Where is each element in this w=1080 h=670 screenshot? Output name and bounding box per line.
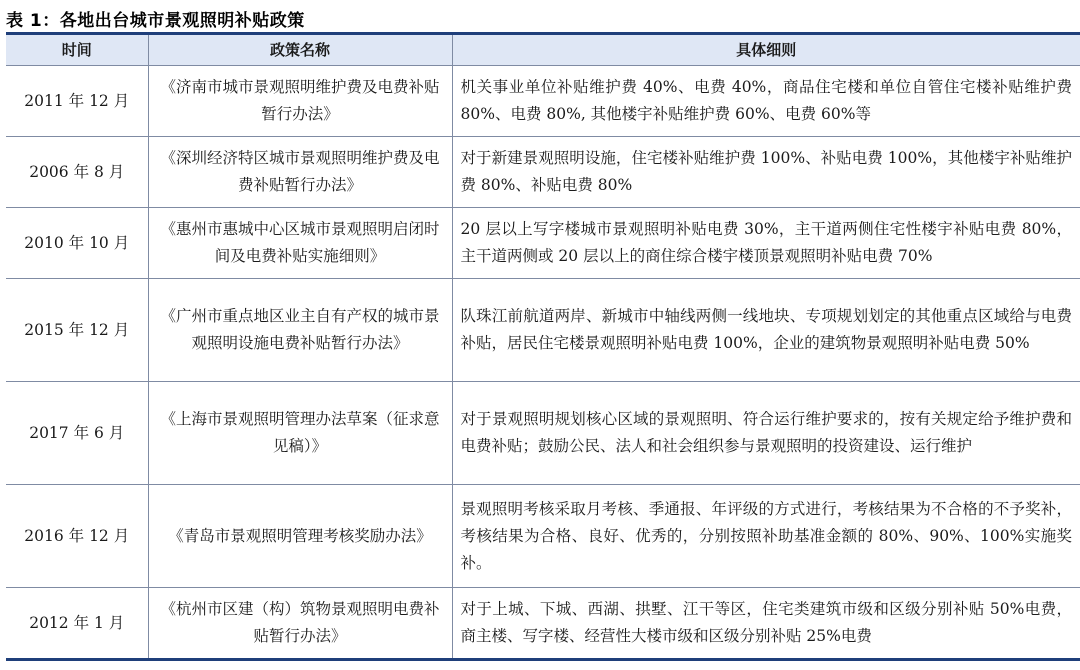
cell-date: 2015 年 12 月 xyxy=(6,279,148,382)
table-row xyxy=(6,485,1080,588)
cell-policy-name: 《杭州市区建（构）筑物景观照明电费补贴暂行办法》 xyxy=(148,588,452,659)
policy-table xyxy=(6,35,1080,658)
cell-policy-name: 《青岛市景观照明管理考核奖励办法》 xyxy=(148,485,452,588)
cell-details: 20 层以上写字楼城市景观照明补贴电费 30%，主干道两侧住宅性楼宇补贴电费 80%，主干道两侧或 20 层以上的商住综合楼宇楼顶景观照明补贴电费 70% xyxy=(452,208,1080,279)
policy-table-frame xyxy=(6,32,1080,661)
cell-date: 2006 年 8 月 xyxy=(6,137,148,208)
cell-policy-name: 《济南市城市景观照明维护费及电费补贴暂行办法》 xyxy=(148,66,452,137)
header-date: 时间 xyxy=(6,35,148,66)
cell-details: 队珠江前航道两岸、新城市中轴线两侧一线地块、专项规划划定的其他重点区域给与电费补贴，居民住宅楼景观照明补贴电费 100%，企业的建筑物景观照明补贴电费 50% xyxy=(452,279,1080,382)
cell-details: 对于新建景观照明设施，住宅楼补贴维护费 100%、补贴电费 100%，其他楼宇补贴维护费 80%、补贴电费 80% xyxy=(452,137,1080,208)
cell-details: 对于景观照明规划核心区域的景观照明、符合运行维护要求的，按有关规定给予维护费和电费补贴；鼓励公民、法人和社会组织参与景观照明的投资建设、运行维护 xyxy=(452,382,1080,485)
header-policy-name: 政策名称 xyxy=(148,35,452,66)
cell-date: 2016 年 12 月 xyxy=(6,485,148,588)
cell-date: 2010 年 10 月 xyxy=(6,208,148,279)
header-details: 具体细则 xyxy=(452,35,1080,66)
cell-policy-name: 《惠州市惠城中心区城市景观照明启闭时间及电费补贴实施细则》 xyxy=(148,208,452,279)
table-row xyxy=(6,66,1080,137)
cell-date: 2012 年 1 月 xyxy=(6,588,148,659)
table-row xyxy=(6,208,1080,279)
table-row xyxy=(6,382,1080,485)
table-row xyxy=(6,137,1080,208)
cell-details: 机关事业单位补贴维护费 40%、电费 40%，商品住宅楼和单位自管住宅楼补贴维护费 80%、电费 80%, 其他楼宇补贴维护费 60%、电费 60%等 xyxy=(452,66,1080,137)
cell-policy-name: 《上海市景观照明管理办法草案（征求意见稿）》 xyxy=(148,382,452,485)
cell-details: 景观照明考核采取月考核、季通报、年评级的方式进行，考核结果为不合格的不予奖补，考核结果为合格、良好、优秀的，分别按照补助基准金额的 80%、90%、100%实施奖补。 xyxy=(452,485,1080,588)
cell-policy-name: 《广州市重点地区业主自有产权的城市景观照明设施电费补贴暂行办法》 xyxy=(148,279,452,382)
cell-date: 2017 年 6 月 xyxy=(6,382,148,485)
table-header-row xyxy=(6,35,1080,66)
cell-details: 对于上城、下城、西湖、拱墅、江干等区，住宅类建筑市级和区级分别补贴 50%电费，商主楼、写字楼、经营性大楼市级和区级分别补贴 25%电费 xyxy=(452,588,1080,659)
table-row xyxy=(6,279,1080,382)
cell-date: 2011 年 12 月 xyxy=(6,66,148,137)
table-row xyxy=(6,588,1080,659)
table-caption: 表 1：各地出台城市景观照明补贴政策 xyxy=(6,11,305,31)
cell-policy-name: 《深圳经济特区城市景观照明维护费及电费补贴暂行办法》 xyxy=(148,137,452,208)
